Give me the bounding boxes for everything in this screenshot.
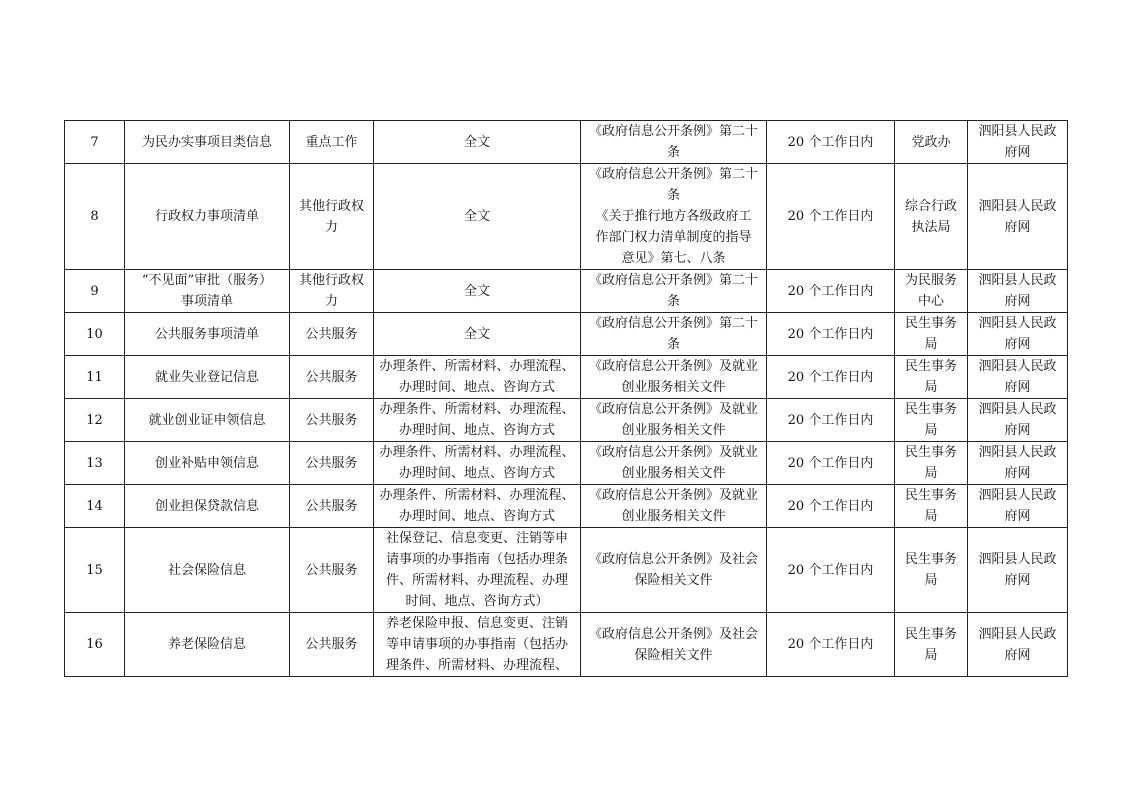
- cell-category: [290, 313, 374, 356]
- cell-text: [971, 442, 1064, 484]
- cell-text: [293, 132, 370, 153]
- cell-department: [895, 528, 968, 613]
- cell-period: [767, 313, 895, 356]
- cell-line: 泗阳县人民政: [978, 198, 1057, 214]
- cell-content: [374, 164, 581, 270]
- cell-period: [767, 356, 895, 399]
- cell-line: 泗阳县人民政: [978, 273, 1057, 288]
- cell-line: 泗阳县人民政: [978, 626, 1057, 642]
- cell-text: [377, 132, 577, 153]
- cell-text: [898, 485, 964, 527]
- cell-line: 办理时间、地点、咨询方式: [398, 466, 555, 481]
- cell-text: 20 个工作日内: [787, 369, 874, 385]
- cell-line: 理条件、所需材料、办理流程、: [385, 658, 568, 673]
- table-row: [65, 270, 1068, 313]
- cell-category: [290, 356, 374, 399]
- cell-category: [290, 485, 374, 528]
- cell-line: 局: [924, 337, 938, 352]
- cell-item-name: [125, 356, 290, 399]
- cell-line: 行政权力事项清单: [154, 209, 259, 224]
- cell-line: 为民办实事项目类信息: [141, 134, 272, 150]
- cell-text: [584, 399, 763, 441]
- cell-text: [377, 206, 577, 227]
- table-row: [65, 356, 1068, 399]
- cell-line: 府网: [1004, 573, 1031, 588]
- cell-basis: [581, 399, 767, 442]
- cell-basis: [581, 528, 767, 613]
- cell-line: 《政府信息公开条例》第二十: [588, 124, 758, 139]
- cell-line: 公共服务事项清单: [154, 326, 259, 342]
- cell-period: [767, 528, 895, 613]
- cell-text: [898, 356, 964, 398]
- cell-item-name: [125, 164, 290, 270]
- cell-text: [128, 634, 286, 655]
- cell-text: [377, 485, 577, 527]
- cell-text: [971, 313, 1064, 355]
- cell-line: 就业失业登记信息: [154, 369, 259, 385]
- cell-text: 20 个工作日内: [787, 637, 874, 652]
- cell-content: [374, 485, 581, 528]
- cell-line: 条: [666, 294, 680, 309]
- cell-text: 9: [90, 283, 99, 299]
- cell-text: [293, 496, 370, 517]
- cell-line: 民生事务: [904, 626, 957, 642]
- cell-text: [584, 121, 763, 163]
- cell-text: 10: [86, 326, 103, 342]
- cell-line: 请事项的办事指南（包括办理条: [385, 552, 568, 567]
- cell-item-name: [125, 528, 290, 613]
- cell-line: 中心: [917, 294, 944, 309]
- cell-content: [374, 442, 581, 485]
- cell-text: [293, 196, 370, 238]
- cell-number: [65, 270, 125, 313]
- cell-line: 力: [324, 219, 338, 235]
- cell-department: [895, 613, 968, 677]
- cell-line: 《政府信息公开条例》及就业: [588, 445, 758, 460]
- cell-text: 20 个工作日内: [787, 326, 874, 342]
- cell-line: 公共服务: [305, 562, 358, 578]
- cell-number: [65, 442, 125, 485]
- cell-text: [293, 410, 370, 431]
- cell-text: [584, 485, 763, 527]
- cell-line: 其他行政权: [298, 273, 364, 288]
- cell-number: [65, 613, 125, 677]
- cell-text: 20 个工作日内: [787, 209, 874, 224]
- cell-line: 府网: [1004, 145, 1031, 160]
- cell-content: [374, 356, 581, 399]
- cell-line: 办理条件、所需材料、办理流程、: [379, 402, 575, 417]
- table-row: [65, 164, 1068, 270]
- cell-line: 创业服务相关文件: [621, 509, 726, 524]
- cell-line: 府网: [1004, 509, 1031, 524]
- cell-department: [895, 121, 968, 164]
- cell-line: 民生事务: [904, 316, 957, 331]
- cell-department: [895, 356, 968, 399]
- cell-period: [767, 121, 895, 164]
- cell-line: 办理条件、所需材料、办理流程、: [379, 488, 575, 503]
- cell-line: 《政府信息公开条例》第二十: [588, 316, 758, 331]
- cell-period: [767, 164, 895, 270]
- cell-line: 泗阳县人民政: [978, 359, 1057, 374]
- cell-text: [971, 270, 1064, 312]
- cell-line: 局: [924, 647, 938, 663]
- cell-line: 时间、地点、咨询方式）: [405, 594, 549, 609]
- cell-line: 全文: [463, 283, 490, 299]
- cell-line: 泗阳县人民政: [978, 445, 1057, 460]
- cell-number: [65, 485, 125, 528]
- cell-line: 党政办: [911, 134, 951, 150]
- cell-line: 为民服务: [904, 273, 957, 288]
- cell-item-name: [125, 313, 290, 356]
- cell-category: [290, 613, 374, 677]
- cell-text: 8: [90, 209, 99, 224]
- cell-text: [377, 281, 577, 302]
- cell-line: 重点工作: [305, 134, 358, 150]
- cell-text: 11: [86, 369, 103, 385]
- cell-line: 局: [924, 573, 938, 588]
- cell-text: [293, 270, 370, 312]
- cell-number: [65, 313, 125, 356]
- cell-text: [971, 485, 1064, 527]
- cell-text: [584, 549, 763, 591]
- cell-line: 全文: [463, 134, 490, 150]
- cell-text: [377, 528, 577, 612]
- cell-channel: [968, 399, 1068, 442]
- cell-category: [290, 528, 374, 613]
- cell-basis: [581, 121, 767, 164]
- cell-text: [377, 613, 577, 676]
- cell-department: [895, 485, 968, 528]
- cell-basis: [581, 164, 767, 270]
- cell-period: [767, 399, 895, 442]
- disclosure-table: [64, 120, 1068, 677]
- cell-basis: [581, 485, 767, 528]
- cell-text: [293, 367, 370, 388]
- cell-line: 公共服务: [305, 326, 358, 342]
- cell-department: [895, 270, 968, 313]
- cell-line: 《政府信息公开条例》第二十: [588, 273, 758, 288]
- cell-channel: [968, 270, 1068, 313]
- cell-line: 养老保险信息: [167, 637, 246, 652]
- cell-text: [128, 206, 286, 227]
- table-row: [65, 613, 1068, 677]
- cell-line: 《关于推行地方各级政府工: [595, 209, 752, 224]
- cell-text: [293, 324, 370, 345]
- cell-text: [377, 324, 577, 345]
- cell-text: [128, 410, 286, 431]
- cell-line: 社会保险信息: [167, 562, 246, 578]
- cell-line: 《政府信息公开条例》及社会: [588, 626, 758, 642]
- cell-text: [584, 270, 763, 312]
- cell-basis: [581, 313, 767, 356]
- cell-line: 《政府信息公开条例》第二十: [588, 167, 758, 182]
- cell-channel: [968, 313, 1068, 356]
- cell-line: 府网: [1004, 380, 1031, 395]
- cell-line: 局: [924, 380, 938, 395]
- cell-line: “不见面”审批（服务）: [141, 273, 273, 288]
- cell-text: [377, 442, 577, 484]
- cell-text: [128, 453, 286, 474]
- cell-text: 12: [86, 412, 103, 428]
- cell-number: [65, 399, 125, 442]
- cell-line: 公共服务: [305, 369, 358, 385]
- table-row: [65, 313, 1068, 356]
- cell-department: [895, 442, 968, 485]
- table-row: [65, 121, 1068, 164]
- cell-line: 公共服务: [305, 412, 358, 428]
- cell-text: [898, 313, 964, 355]
- cell-channel: [968, 356, 1068, 399]
- cell-line: 全文: [463, 326, 490, 342]
- cell-department: [895, 399, 968, 442]
- cell-text: [128, 367, 286, 388]
- table-row: [65, 442, 1068, 485]
- cell-item-name: [125, 121, 290, 164]
- cell-text: [128, 270, 286, 312]
- cell-text: [898, 399, 964, 441]
- cell-period: [767, 613, 895, 677]
- cell-text: [971, 121, 1064, 163]
- cell-content: [374, 613, 581, 677]
- cell-line: 作部门权力清单制度的指导: [595, 230, 752, 245]
- cell-line: 保险相关文件: [634, 573, 713, 588]
- cell-text: 20 个工作日内: [787, 498, 874, 514]
- cell-line: 其他行政权: [298, 198, 364, 214]
- cell-department: [895, 164, 968, 270]
- cell-line: 泗阳县人民政: [978, 488, 1057, 503]
- cell-category: [290, 121, 374, 164]
- cell-text: [898, 270, 964, 312]
- cell-channel: [968, 528, 1068, 613]
- cell-text: [971, 624, 1064, 666]
- cell-text: [128, 132, 286, 153]
- cell-line: 泗阳县人民政: [978, 552, 1057, 567]
- cell-content: [374, 399, 581, 442]
- cell-line: 事项清单: [180, 294, 233, 309]
- cell-text: [584, 313, 763, 355]
- cell-text: [584, 164, 763, 269]
- cell-line: 府网: [1004, 647, 1031, 663]
- cell-channel: [968, 442, 1068, 485]
- cell-basis: [581, 356, 767, 399]
- cell-text: [971, 549, 1064, 591]
- cell-text: [293, 560, 370, 581]
- cell-line: 局: [924, 466, 938, 481]
- table-row: [65, 528, 1068, 613]
- cell-line: 局: [924, 509, 938, 524]
- cell-text: [898, 442, 964, 484]
- cell-text: [584, 442, 763, 484]
- cell-text: 14: [86, 498, 103, 514]
- cell-period: [767, 270, 895, 313]
- cell-line: 等申请事项的办事指南（包括办: [385, 637, 568, 652]
- cell-line: 社保登记、信息变更、注销等申: [385, 531, 568, 546]
- cell-line: 府网: [1004, 337, 1031, 352]
- cell-content: [374, 121, 581, 164]
- cell-period: [767, 485, 895, 528]
- cell-text: 20 个工作日内: [787, 134, 874, 150]
- cell-line: 府网: [1004, 219, 1031, 235]
- cell-line: 办理时间、地点、咨询方式: [398, 423, 555, 438]
- cell-item-name: [125, 485, 290, 528]
- cell-line: 保险相关文件: [634, 647, 713, 663]
- cell-line: 创业服务相关文件: [621, 380, 726, 395]
- cell-category: [290, 399, 374, 442]
- cell-text: [128, 560, 286, 581]
- cell-line: 创业服务相关文件: [621, 466, 726, 481]
- cell-text: [584, 624, 763, 666]
- cell-line: 全文: [463, 209, 490, 224]
- cell-line: 创业服务相关文件: [621, 423, 726, 438]
- cell-text: 16: [86, 637, 103, 652]
- cell-line: 《政府信息公开条例》及就业: [588, 488, 758, 503]
- cell-basis: [581, 613, 767, 677]
- cell-item-name: [125, 270, 290, 313]
- cell-line: 泗阳县人民政: [978, 316, 1057, 331]
- cell-number: [65, 528, 125, 613]
- cell-line: 《政府信息公开条例》及社会: [588, 552, 758, 567]
- cell-line: 创业担保贷款信息: [154, 498, 259, 514]
- cell-line: 养老保险申报、信息变更、注销: [385, 616, 568, 631]
- cell-line: 条: [666, 188, 680, 203]
- cell-line: 《政府信息公开条例》及就业: [588, 402, 758, 417]
- cell-text: 20 个工作日内: [787, 562, 874, 578]
- cell-line: 办理条件、所需材料、办理流程、: [379, 445, 575, 460]
- cell-text: [898, 196, 964, 238]
- cell-text: [584, 356, 763, 398]
- cell-item-name: [125, 399, 290, 442]
- cell-content: [374, 270, 581, 313]
- cell-text: 7: [90, 134, 99, 150]
- cell-text: [971, 196, 1064, 238]
- cell-line: 泗阳县人民政: [978, 124, 1057, 139]
- cell-line: 民生事务: [904, 488, 957, 503]
- cell-line: 泗阳县人民政: [978, 402, 1057, 417]
- cell-line: 办理条件、所需材料、办理流程、: [379, 359, 575, 374]
- cell-line: 综合行政: [904, 198, 957, 214]
- cell-number: [65, 121, 125, 164]
- cell-line: 就业创业证申领信息: [148, 412, 266, 428]
- cell-channel: [968, 613, 1068, 677]
- cell-text: [128, 324, 286, 345]
- table-row: [65, 399, 1068, 442]
- cell-line: 局: [924, 423, 938, 438]
- cell-item-name: [125, 613, 290, 677]
- cell-line: 府网: [1004, 294, 1031, 309]
- cell-text: [898, 624, 964, 666]
- cell-number: [65, 164, 125, 270]
- cell-line: 府网: [1004, 466, 1031, 481]
- cell-line: 公共服务: [305, 455, 358, 471]
- cell-line: 民生事务: [904, 445, 957, 460]
- cell-line: 意见》第七、八条: [621, 251, 726, 266]
- cell-text: 13: [86, 455, 103, 471]
- cell-text: [971, 399, 1064, 441]
- cell-text: [377, 399, 577, 441]
- cell-text: 15: [86, 562, 103, 578]
- cell-line: 条: [666, 337, 680, 352]
- cell-line: 民生事务: [904, 359, 957, 374]
- cell-line: 办理时间、地点、咨询方式: [398, 380, 555, 395]
- table-row: [65, 485, 1068, 528]
- cell-text: [898, 132, 964, 153]
- cell-basis: [581, 270, 767, 313]
- cell-line: 件、所需材料、办理流程、办理: [385, 573, 568, 588]
- cell-text: 20 个工作日内: [787, 455, 874, 471]
- cell-category: [290, 164, 374, 270]
- cell-category: [290, 442, 374, 485]
- cell-line: 公共服务: [305, 498, 358, 514]
- cell-category: [290, 270, 374, 313]
- cell-line: 创业补贴申领信息: [154, 455, 259, 471]
- cell-channel: [968, 121, 1068, 164]
- cell-text: [293, 634, 370, 655]
- cell-line: 公共服务: [305, 637, 358, 652]
- cell-text: 20 个工作日内: [787, 283, 874, 299]
- cell-period: [767, 442, 895, 485]
- cell-content: [374, 313, 581, 356]
- cell-text: [128, 496, 286, 517]
- cell-text: [377, 356, 577, 398]
- cell-line: 条: [666, 145, 680, 160]
- cell-line: 办理时间、地点、咨询方式: [398, 509, 555, 524]
- cell-text: [971, 356, 1064, 398]
- cell-line: 民生事务: [904, 552, 957, 567]
- cell-line: 《政府信息公开条例》及就业: [588, 359, 758, 374]
- cell-channel: [968, 485, 1068, 528]
- table-body: [65, 121, 1068, 677]
- cell-text: [898, 549, 964, 591]
- cell-text: 20 个工作日内: [787, 412, 874, 428]
- cell-content: [374, 528, 581, 613]
- cell-line: 执法局: [911, 219, 951, 235]
- cell-line: 力: [324, 294, 338, 309]
- cell-basis: [581, 442, 767, 485]
- cell-item-name: [125, 442, 290, 485]
- cell-text: [293, 453, 370, 474]
- cell-channel: [968, 164, 1068, 270]
- cell-line: 府网: [1004, 423, 1031, 438]
- cell-number: [65, 356, 125, 399]
- cell-line: 民生事务: [904, 402, 957, 417]
- cell-department: [895, 313, 968, 356]
